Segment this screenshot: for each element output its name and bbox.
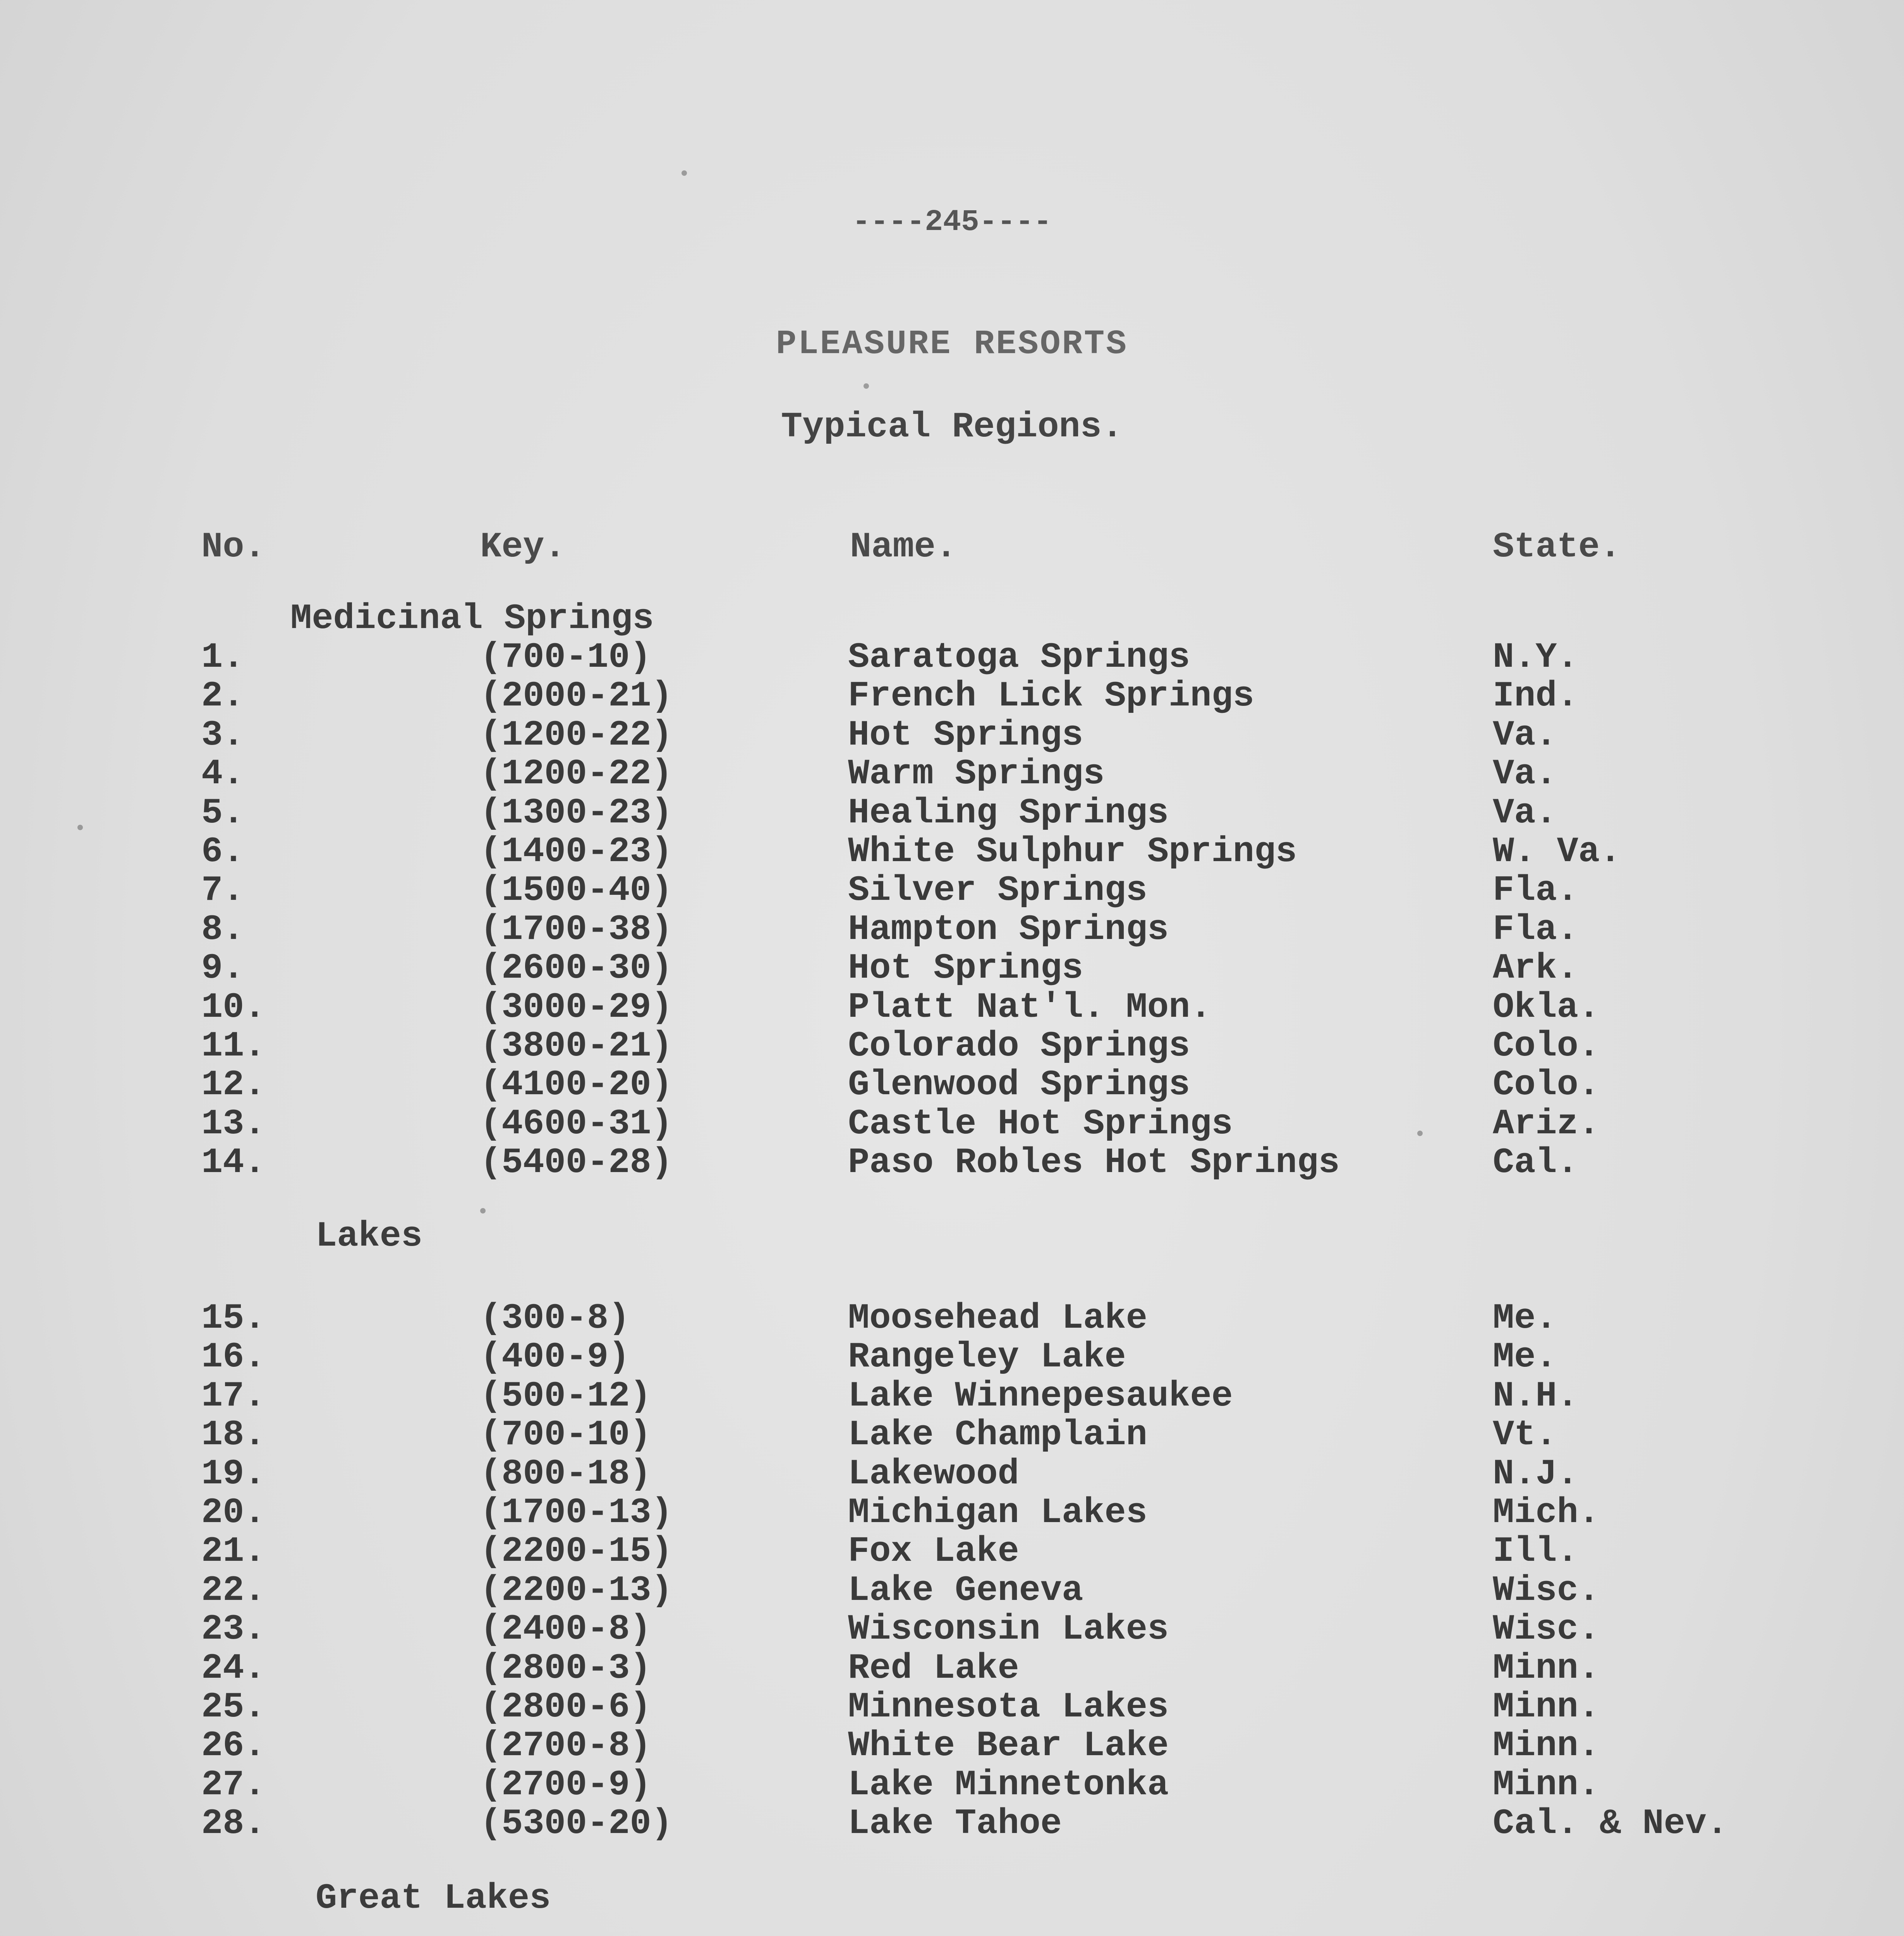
row-key: (2600-30): [480, 948, 673, 989]
row-key: (1400-23): [480, 831, 673, 872]
row-state: N.J.: [1493, 1453, 1578, 1494]
row-key: (500-12): [480, 1375, 651, 1416]
row-state: Fla.: [1493, 870, 1578, 911]
row-number: 20.: [201, 1492, 266, 1533]
row-name: Castle Hot Springs: [848, 1103, 1233, 1144]
row-key: (700-10): [480, 637, 651, 678]
row-name: Hot Springs: [848, 948, 1083, 989]
row-number: 2.: [201, 676, 244, 717]
row-state: Minn.: [1493, 1725, 1600, 1766]
row-key: (300-8): [480, 1298, 630, 1339]
table-row: [0, 1571, 1904, 1610]
row-state: Minn.: [1493, 1686, 1600, 1727]
row-number: 3.: [201, 714, 244, 755]
table-row: [0, 755, 1904, 793]
row-key: (1200-22): [480, 714, 673, 755]
row-name: Saratoga Springs: [848, 637, 1190, 678]
row-state: Ind.: [1493, 676, 1578, 717]
row-key: (4100-20): [480, 1064, 673, 1105]
row-name: Lake Winnepesaukee: [848, 1375, 1233, 1416]
row-name: Moosehead Lake: [848, 1298, 1147, 1339]
row-key: (2700-8): [480, 1725, 651, 1766]
row-key: (4600-31): [480, 1103, 673, 1144]
row-key: (1200-22): [480, 753, 673, 795]
row-number: 21.: [201, 1531, 266, 1572]
row-number: 22.: [201, 1570, 266, 1611]
section-title-medicinal-springs: Medicinal Springs: [290, 598, 654, 639]
row-number: 19.: [201, 1453, 266, 1494]
row-name: French Lick Springs: [848, 676, 1254, 717]
row-key: (2800-6): [480, 1686, 651, 1727]
row-number: 17.: [201, 1375, 266, 1416]
row-number: 28.: [201, 1803, 266, 1844]
row-number: 23.: [201, 1609, 266, 1650]
table-row: [0, 1804, 1904, 1843]
row-number: 13.: [201, 1103, 266, 1144]
row-number: 18.: [201, 1414, 266, 1455]
column-header-key: Key.: [480, 527, 566, 567]
row-state: Minn.: [1493, 1648, 1600, 1689]
page-number: ----245----: [852, 205, 1052, 239]
table-row: [0, 716, 1904, 755]
row-state: Ark.: [1493, 948, 1578, 989]
table-row: [0, 1066, 1904, 1104]
table-row: [0, 1377, 1904, 1416]
ink-speck: [682, 170, 687, 176]
row-name: Wisconsin Lakes: [848, 1609, 1169, 1650]
table-row: [0, 1493, 1904, 1532]
row-number: 4.: [201, 753, 244, 795]
row-state: Va.: [1493, 753, 1557, 795]
row-state: Wisc.: [1493, 1609, 1600, 1650]
column-header-name: Name.: [850, 527, 957, 567]
row-state: Cal.: [1493, 1142, 1578, 1183]
row-number: 11.: [201, 1025, 266, 1066]
row-state: Minn.: [1493, 1764, 1600, 1805]
row-state: Va.: [1493, 792, 1557, 833]
row-key: (2700-9): [480, 1764, 651, 1805]
row-state: Ill.: [1493, 1531, 1578, 1572]
section-rows-medicinal-springs: [0, 638, 1904, 1182]
table-row: [0, 677, 1904, 716]
row-number: 1.: [201, 637, 244, 678]
row-state: Cal. & Nev.: [1493, 1803, 1728, 1844]
row-name: Warm Springs: [848, 753, 1105, 795]
row-state: Colo.: [1493, 1025, 1600, 1066]
row-key: (5300-20): [480, 1803, 673, 1844]
table-row: [0, 910, 1904, 949]
row-number: 6.: [201, 831, 244, 872]
row-number: 5.: [201, 792, 244, 833]
row-name: Michigan Lakes: [848, 1492, 1147, 1533]
row-state: Fla.: [1493, 909, 1578, 950]
table-row: [0, 1338, 1904, 1376]
row-name: Red Lake: [848, 1648, 1019, 1689]
table-row: [0, 1027, 1904, 1066]
row-key: (1500-40): [480, 870, 673, 911]
row-key: (2200-13): [480, 1570, 673, 1611]
row-name: Hampton Springs: [848, 909, 1169, 950]
table-row: [0, 1455, 1904, 1493]
table-row: [0, 1649, 1904, 1688]
row-name: Lake Tahoe: [848, 1803, 1062, 1844]
row-name: Minnesota Lakes: [848, 1686, 1169, 1727]
row-key: (2000-21): [480, 676, 673, 717]
section-title-great-lakes: Great Lakes: [316, 1878, 551, 1919]
row-state: Mich.: [1493, 1492, 1600, 1533]
row-number: 25.: [201, 1686, 266, 1727]
table-row: [0, 949, 1904, 988]
row-name: Paso Robles Hot Springs: [848, 1142, 1340, 1183]
row-key: (800-18): [480, 1453, 651, 1494]
row-key: (2200-15): [480, 1531, 673, 1572]
table-row: [0, 638, 1904, 677]
row-key: (700-10): [480, 1414, 651, 1455]
row-key: (1700-38): [480, 909, 673, 950]
section-title-lakes: Lakes: [316, 1216, 423, 1256]
ink-speck: [480, 1208, 486, 1213]
row-name: Fox Lake: [848, 1531, 1019, 1572]
table-row: [0, 1416, 1904, 1454]
row-number: 7.: [201, 870, 244, 911]
row-name: Healing Springs: [848, 792, 1169, 833]
row-name: Platt Nat'l. Mon.: [848, 987, 1212, 1028]
row-state: N.Y.: [1493, 637, 1578, 678]
row-state: N.H.: [1493, 1375, 1578, 1416]
row-state: Wisc.: [1493, 1570, 1600, 1611]
table-row: [0, 1766, 1904, 1804]
row-number: 27.: [201, 1764, 266, 1805]
row-number: 26.: [201, 1725, 266, 1766]
row-number: 15.: [201, 1298, 266, 1339]
row-name: Silver Springs: [848, 870, 1147, 911]
table-row: [0, 794, 1904, 832]
row-state: Va.: [1493, 714, 1557, 755]
row-key: (1700-13): [480, 1492, 673, 1533]
row-key: (3800-21): [480, 1025, 673, 1066]
row-name: Hot Springs: [848, 714, 1083, 755]
row-name: White Bear Lake: [848, 1725, 1169, 1766]
row-name: Lakewood: [848, 1453, 1019, 1494]
row-number: 10.: [201, 987, 266, 1028]
row-state: Okla.: [1493, 987, 1600, 1028]
row-state: Vt.: [1493, 1414, 1557, 1455]
row-key: (1300-23): [480, 792, 673, 833]
row-name: Lake Geneva: [848, 1570, 1083, 1611]
row-number: 12.: [201, 1064, 266, 1105]
column-header-no: No.: [201, 527, 266, 567]
table-row: [0, 871, 1904, 910]
document-subtitle: Typical Regions.: [781, 407, 1123, 447]
row-number: 9.: [201, 948, 244, 989]
table-row: [0, 832, 1904, 871]
table-row: [0, 1532, 1904, 1571]
section-rows-lakes: [0, 1299, 1904, 1843]
row-key: (3000-29): [480, 987, 673, 1028]
table-row: [0, 1105, 1904, 1143]
row-state: Me.: [1493, 1298, 1557, 1339]
row-state: Colo.: [1493, 1064, 1600, 1105]
row-name: Glenwood Springs: [848, 1064, 1190, 1105]
table-row: [0, 1299, 1904, 1338]
row-name: Lake Minnetonka: [848, 1764, 1169, 1805]
ink-speck: [864, 383, 869, 389]
table-row: [0, 1688, 1904, 1727]
row-name: Lake Champlain: [848, 1414, 1147, 1455]
row-number: 16.: [201, 1337, 266, 1378]
row-number: 24.: [201, 1648, 266, 1689]
document-title: PLEASURE RESORTS: [776, 325, 1128, 364]
ink-speck: [77, 825, 83, 830]
row-name: White Sulphur Springs: [848, 831, 1297, 872]
row-state: Ariz.: [1493, 1103, 1600, 1144]
row-state: Me.: [1493, 1337, 1557, 1378]
row-number: 8.: [201, 909, 244, 950]
table-row: [0, 1610, 1904, 1649]
table-row: [0, 988, 1904, 1027]
column-header-state: State.: [1493, 527, 1621, 567]
row-key: (5400-28): [480, 1142, 673, 1183]
row-key: (2400-8): [480, 1609, 651, 1650]
row-key: (400-9): [480, 1337, 630, 1378]
row-name: Colorado Springs: [848, 1025, 1190, 1066]
row-name: Rangeley Lake: [848, 1337, 1126, 1378]
row-number: 14.: [201, 1142, 266, 1183]
table-row: [0, 1727, 1904, 1765]
table-row: [0, 1143, 1904, 1182]
ink-speck: [1417, 1131, 1423, 1136]
row-state: W. Va.: [1493, 831, 1621, 872]
row-key: (2800-3): [480, 1648, 651, 1689]
